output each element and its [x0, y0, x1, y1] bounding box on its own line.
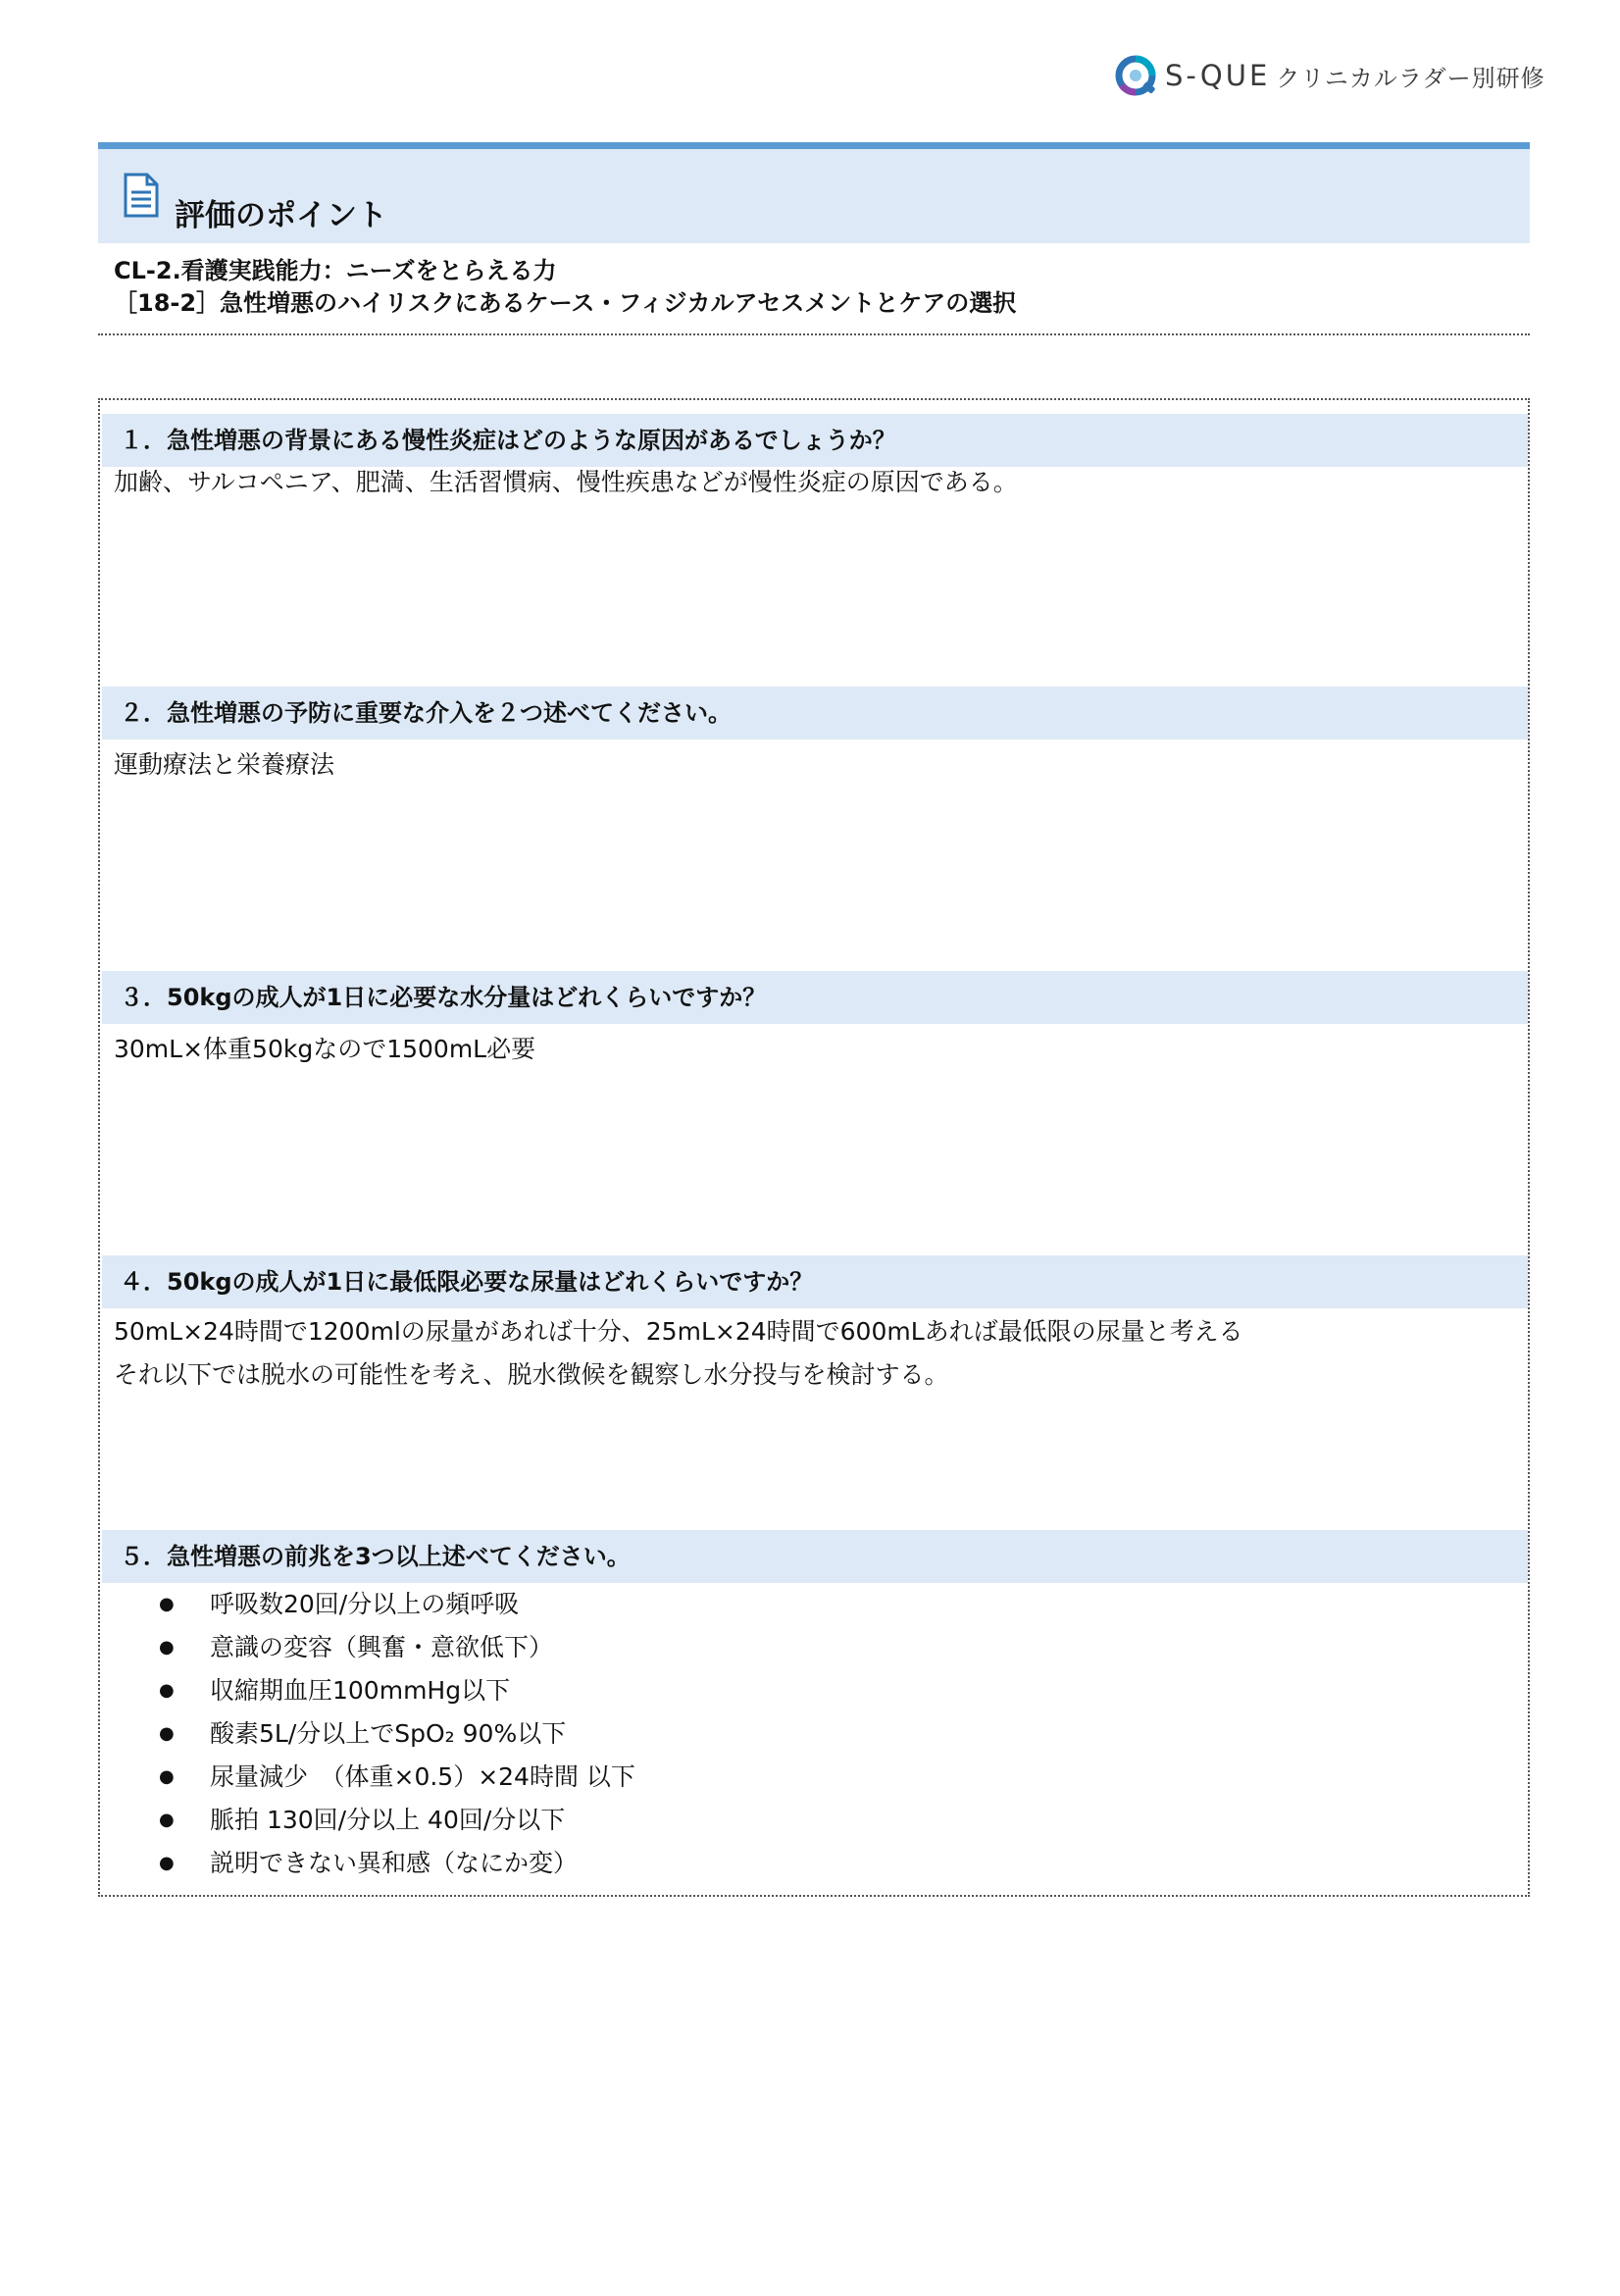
question-2-heading: ２．急性増悪の予防に重要な介入を２つ述べてください。: [102, 687, 1528, 740]
answer-line: 加齢、サルコペニア、肥満、生活習慣病、慢性疾患などが慢性炎症の原因である。: [114, 468, 1018, 496]
answer-line: 30mL×体重50kgなので1500mL必要: [114, 1035, 536, 1063]
list-item: ● 酸素5L/分以上でSpO₂ 90%以下: [159, 1719, 567, 1748]
brand-name: S-QUE: [1165, 59, 1271, 92]
list-item: ● 説明できない異和感（なにか変）: [159, 1849, 579, 1877]
answer-line: 50mL×24時間で1200mlの尿量があれば十分、25mL×24時間で600mLあれば最低限の尿量と考える: [114, 1317, 1243, 1346]
list-item: ● 呼吸数20回/分以上の頻呼吸: [159, 1590, 520, 1618]
list-item: ● 尿量減少 （体重×0.5）×24時間 以下: [159, 1762, 635, 1791]
answer-2: [114, 743, 334, 787]
answer-line: 運動療法と栄養療法: [114, 750, 335, 779]
course-info: [114, 255, 1016, 320]
course-competency: CL-2.看護実践能力：ニーズをとらえる力: [114, 257, 557, 284]
answer-3: [114, 1028, 535, 1071]
question-5-heading: ５．急性増悪の前兆を3つ以上述べてください。: [102, 1530, 1528, 1583]
question-3-heading: ３．50kgの成人が1日に必要な水分量はどれくらいですか？: [102, 971, 1528, 1024]
question-4-heading: ４．50kgの成人が1日に最低限必要な尿量はどれくらいですか？: [102, 1255, 1528, 1308]
document-icon: [124, 173, 159, 218]
section-title-band: [98, 142, 1530, 243]
answer-line: それ以下では脱水の可能性を考え、脱水徴候を観察し水分投与を検討する。: [114, 1360, 949, 1389]
qa-box: [98, 398, 1530, 1897]
s-que-logo-icon: [1114, 52, 1161, 99]
divider: [98, 333, 1530, 335]
list-item: ● 意識の変容（興奮・意欲低下）: [159, 1633, 554, 1661]
list-item: ● 収縮期血圧100mmHg以下: [159, 1676, 511, 1705]
section-title: 評価のポイント: [175, 198, 387, 233]
brand-logo: [1114, 49, 1545, 102]
course-module: ［18-2］急性増悪のハイリスクにあるケース・フィジカルアセスメントとケアの選択: [114, 289, 1017, 317]
warning-signs-list: [159, 1583, 635, 1885]
brand-subtitle: クリニカルラダー別研修: [1276, 64, 1545, 92]
answer-1: [114, 461, 1018, 504]
list-item: ● 脈拍 130回/分以上 40回/分以下: [159, 1806, 566, 1834]
answer-4: [114, 1310, 1243, 1397]
question-1-heading: １．急性増悪の背景にある慢性炎症はどのような原因があるでしょうか？: [102, 414, 1528, 467]
